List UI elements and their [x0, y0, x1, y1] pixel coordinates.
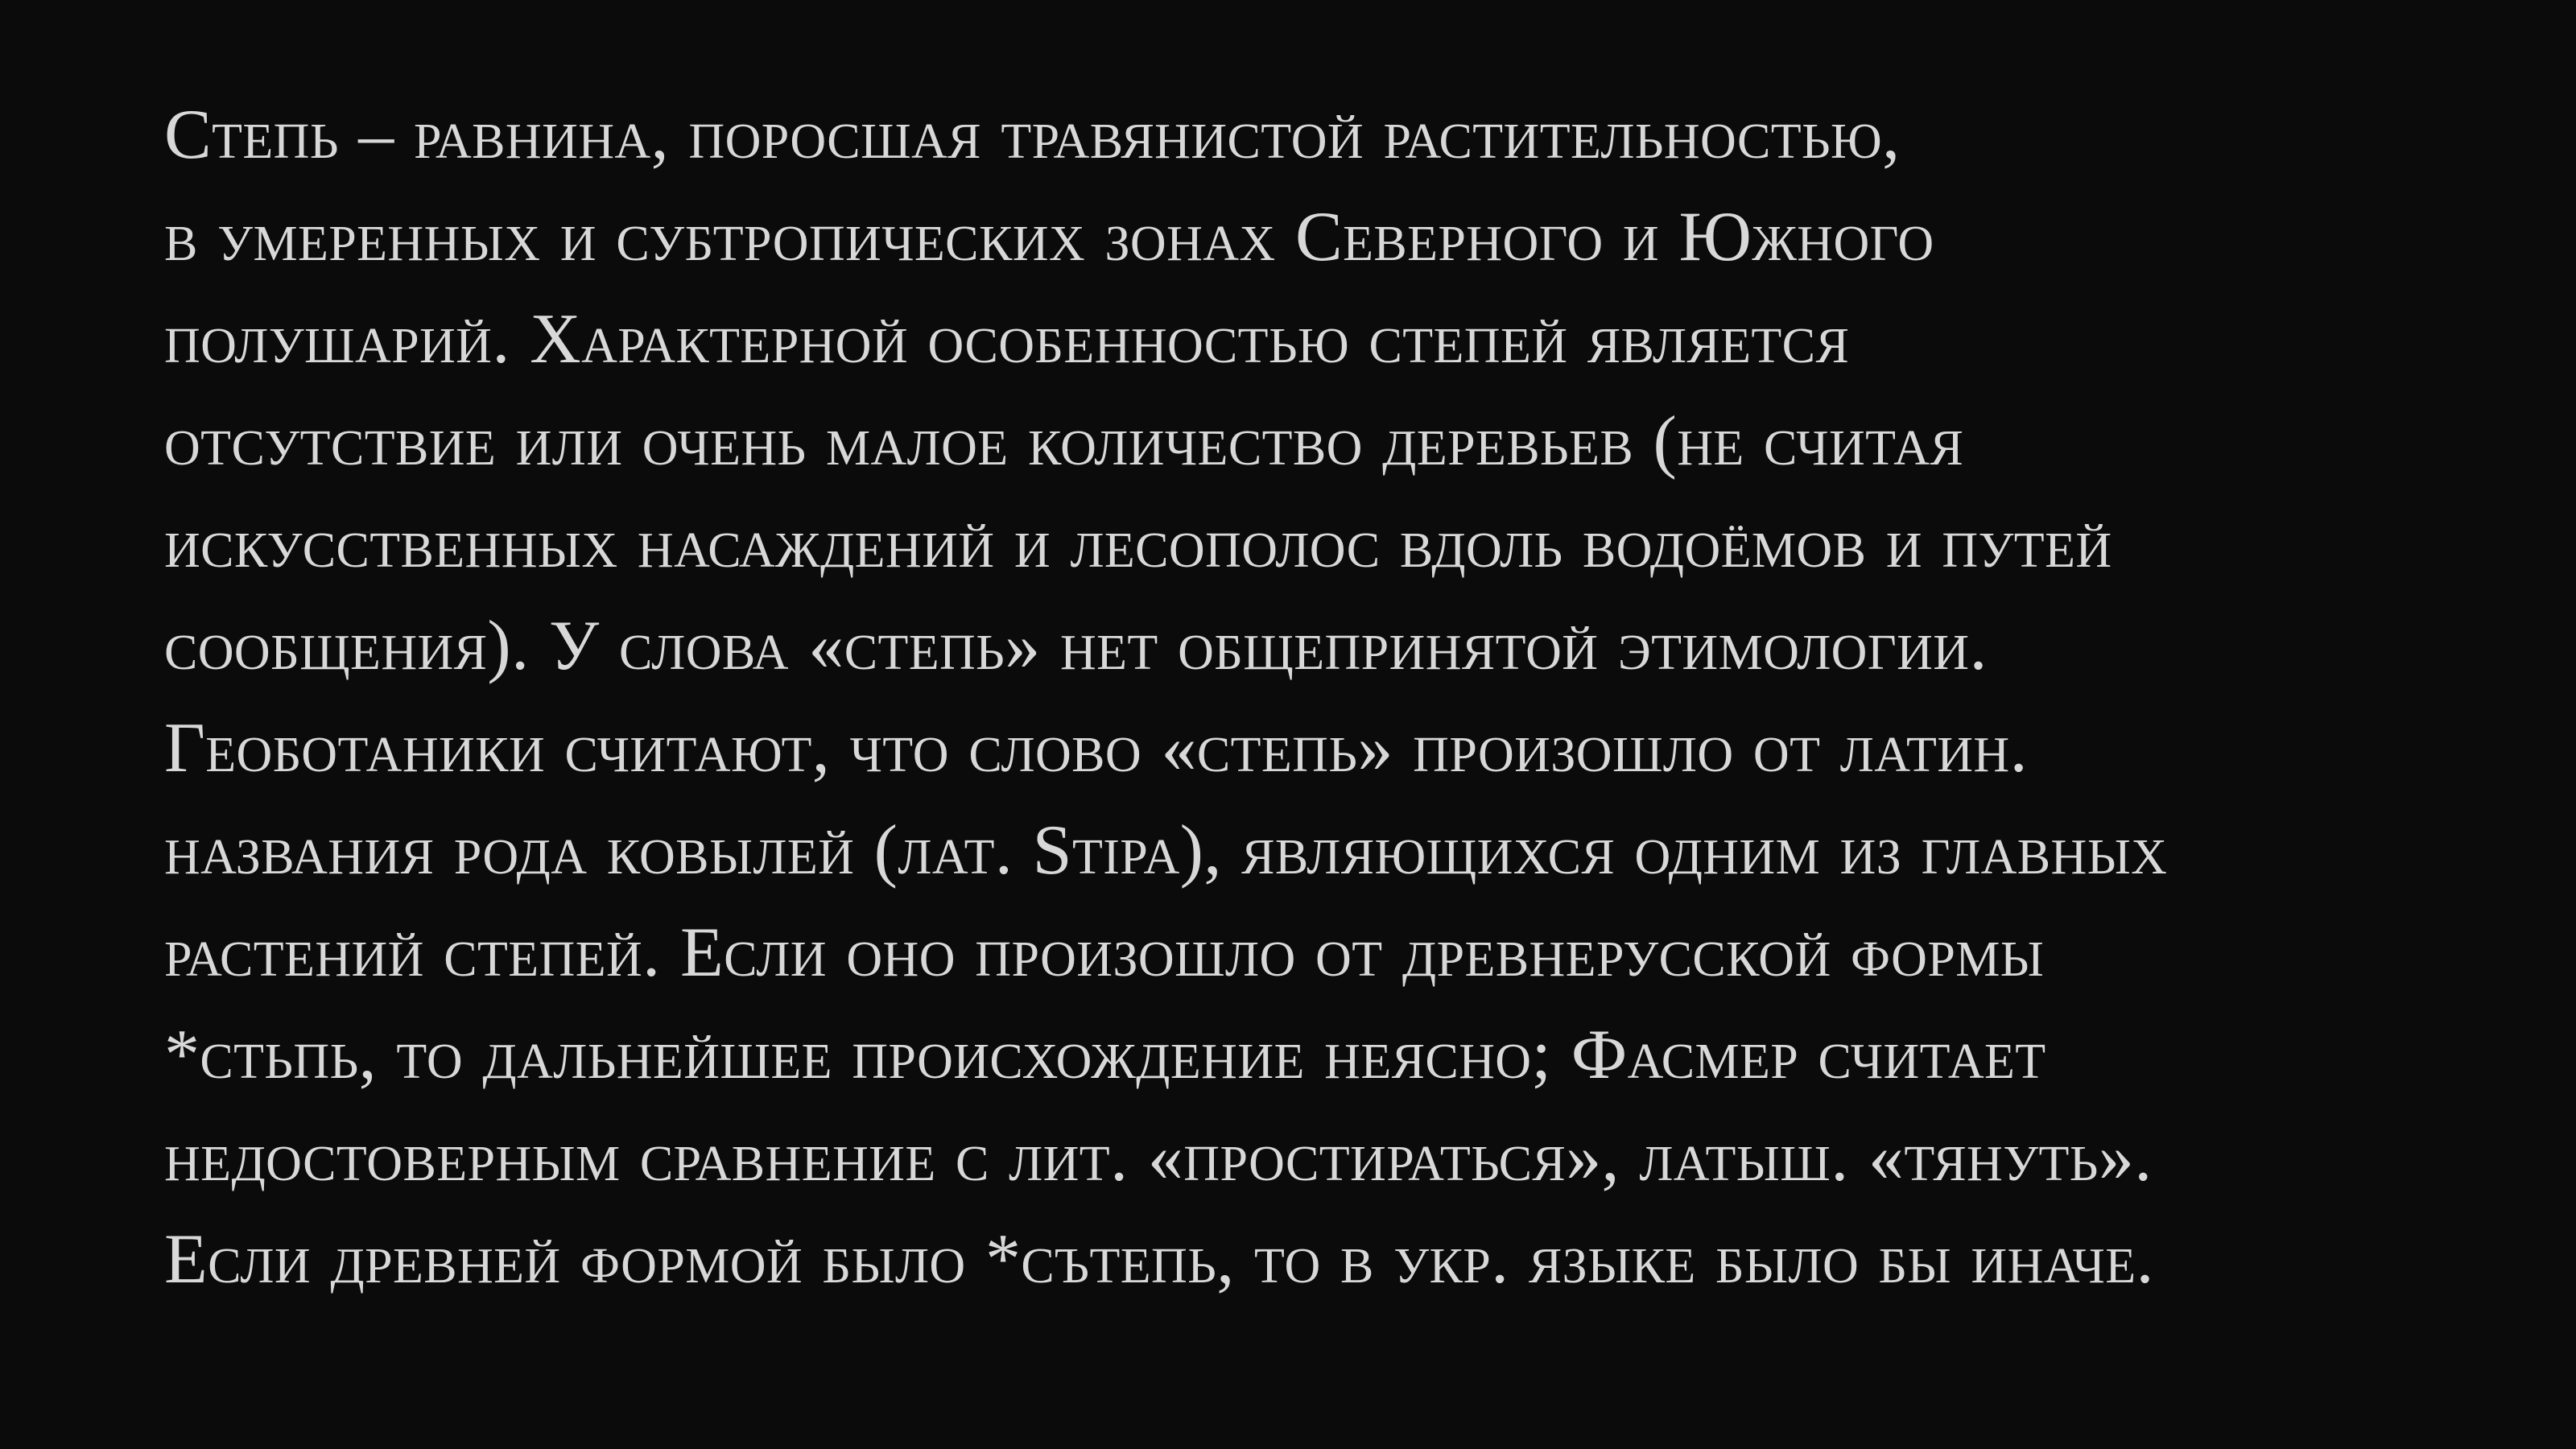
paragraph-line: Если древней формой было *сътепь, то в укр. языке было бы иначе. — [164, 1220, 2154, 1298]
paragraph-line: Степь – равнина, поросшая травянистой растительностью, — [164, 96, 1901, 174]
paragraph-line: искусственных насаждений и лесополос вдоль водоёмов и путей — [164, 505, 2112, 583]
paragraph-line: *стьпь, то дальнейшее происхождение неясно; Фасмер считает — [164, 1016, 2046, 1094]
paragraph-line: растений степей. Если оно произошло от древнерусской формы — [164, 914, 2045, 992]
paragraph-line: сообщения). У слова «степь» нет общепринятой этимологии. — [164, 607, 1988, 685]
paragraph-line: полушарий. Характерной особенностью степей является — [164, 300, 1850, 378]
paragraph-line: недостоверным сравнение с лит. «простираться», латыш. «тянуть». — [164, 1118, 2153, 1196]
paragraph-line: названия рода ковылей (лат. Stipa), являющихся одним из главных — [164, 811, 2168, 890]
paragraph-line: в умеренных и субтропических зонах Северного и Южного — [164, 198, 1934, 276]
paragraph-line: Геоботаники считают, что слово «степь» произошло от латин. — [164, 709, 2028, 787]
paragraph-line: отсутствие или очень малое количество деревьев (не считая — [164, 402, 1964, 481]
steppe-paragraph — [164, 84, 2467, 1311]
